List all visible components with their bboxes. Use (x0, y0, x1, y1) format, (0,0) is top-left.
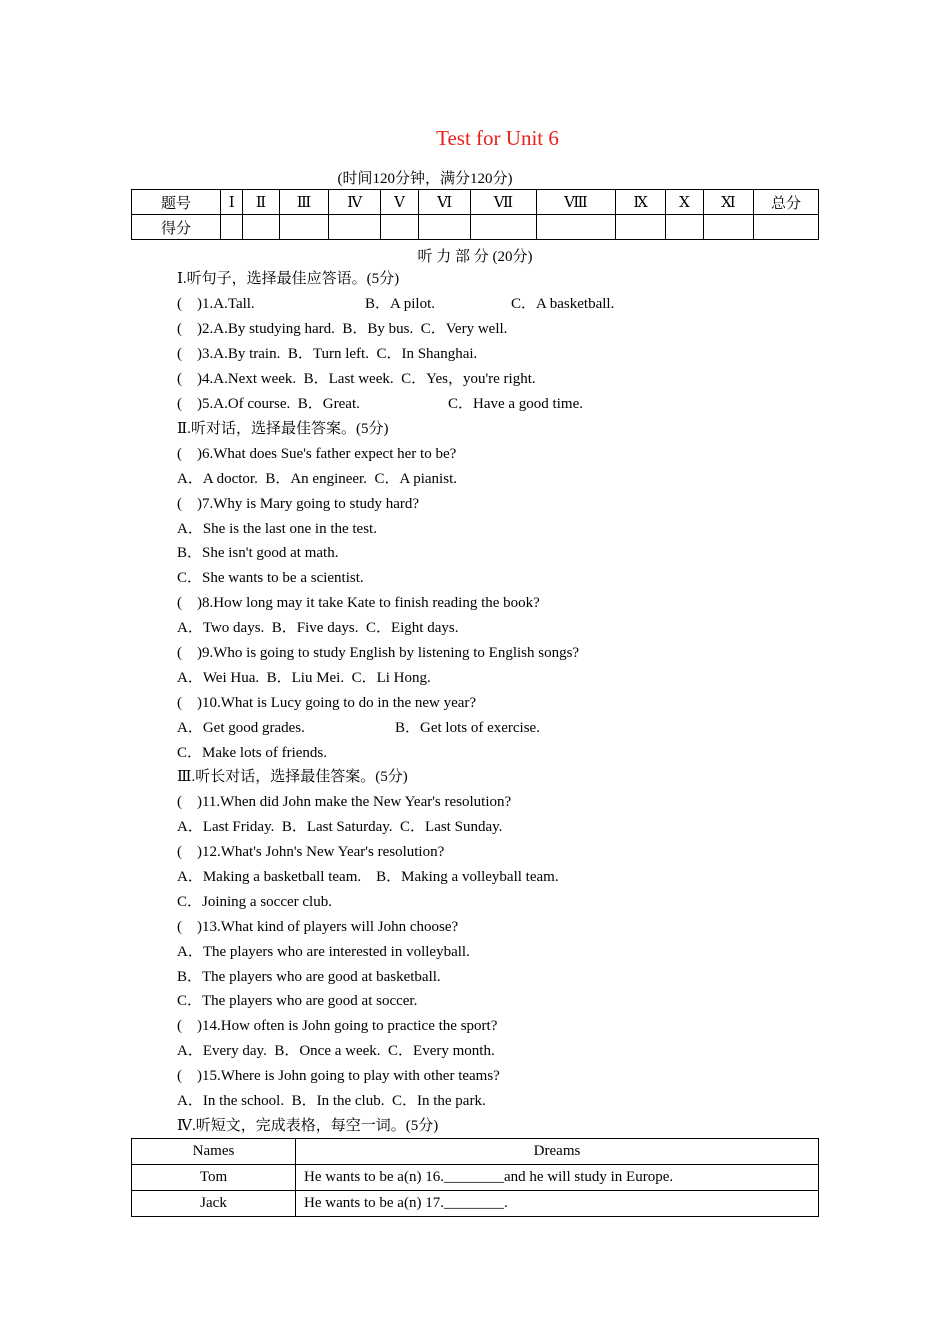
table-row (132, 1191, 819, 1217)
question-4: ( )4.A.Next week. B．Last week. C．Yes，you're right. (177, 371, 536, 387)
question-3: ( )3.A.By train. B．Turn left. C．In Shanghai. (177, 346, 478, 362)
score-header-cell: Ⅵ (419, 190, 471, 215)
score-row-label: 得分 (132, 215, 221, 240)
score-header-cell: Ⅶ (471, 190, 537, 215)
score-cell[interactable] (703, 215, 753, 240)
score-cell[interactable] (243, 215, 279, 240)
names-column-header: Names (132, 1139, 296, 1165)
question-12-options-ab: A．Making a basketball team. B．Making a volleyball team. (177, 869, 559, 885)
question-6-options: A．A doctor. B．An engineer. C．A pianist. (177, 471, 457, 487)
score-header-cell: 总分 (754, 190, 819, 215)
question-13-option-c: C．The players who are good at soccer. (177, 993, 418, 1009)
score-header-cell: Ⅸ (616, 190, 666, 215)
question-9-options: A．Wei Hua. B．Liu Mei. C．Li Hong. (177, 670, 431, 686)
question-14: ( )14.How often is John going to practice the sport? (177, 1018, 498, 1034)
score-header-cell: Ⅳ (329, 190, 381, 215)
section-2-heading: Ⅱ.听对话，选择最佳答案。(5分) (177, 421, 389, 437)
question-10-option-b: B．Get lots of exercise. (395, 720, 540, 736)
score-header-cell: Ⅺ (703, 190, 753, 215)
section-1-heading: Ⅰ.听句子，选择最佳应答语。(5分) (177, 271, 400, 287)
question-5-options-ab: ( )5.A.Of course. B．Great. (177, 396, 360, 412)
question-5-option-c: C．Have a good time. (448, 396, 583, 412)
question-9: ( )9.Who is going to study English by listening to English songs? (177, 645, 580, 661)
question-12: ( )12.What's John's New Year's resolution? (177, 844, 445, 860)
question-10-option-a: A．Get good grades. (177, 720, 305, 736)
dream-cell[interactable]: He wants to be a(n) 17.________. (296, 1191, 819, 1217)
score-header-cell: 题号 (132, 190, 221, 215)
dream-cell[interactable]: He wants to be a(n) 16.________and he will study in Europe. (296, 1165, 819, 1191)
section-3-heading: Ⅲ.听长对话，选择最佳答案。(5分) (177, 769, 408, 785)
score-table-score-row (132, 215, 819, 240)
question-7-option-c: C．She wants to be a scientist. (177, 570, 364, 586)
question-10-options-ab (177, 719, 540, 737)
score-header-cell: Ⅴ (380, 190, 418, 215)
dreams-table (131, 1138, 819, 1217)
score-header-cell: Ⅲ (279, 190, 329, 215)
question-13: ( )13.What kind of players will John choose? (177, 919, 459, 935)
score-table-header-row (132, 190, 819, 215)
score-header-cell: Ⅱ (243, 190, 279, 215)
question-6: ( )6.What does Sue's father expect her to be? (177, 446, 457, 462)
score-cell[interactable] (380, 215, 418, 240)
score-cell[interactable] (279, 215, 329, 240)
score-cell[interactable] (536, 215, 615, 240)
question-2: ( )2.A.By studying hard. B．By bus. C．Very well. (177, 321, 508, 337)
question-1 (177, 295, 614, 313)
score-cell[interactable] (666, 215, 704, 240)
question-8-options: A．Two days. B．Five days. C．Eight days. (177, 620, 459, 636)
question-12-option-c: C．Joining a soccer club. (177, 894, 332, 910)
question-14-options: A．Every day. B．Once a week. C．Every month. (177, 1043, 495, 1059)
question-7: ( )7.Why is Mary going to study hard? (177, 496, 420, 512)
dreams-column-header: Dreams (296, 1139, 819, 1165)
page-subtitle: (时间120分钟，满分120分) (337, 171, 513, 187)
question-11-options: A．Last Friday. B．Last Saturday. C．Last Sunday. (177, 819, 503, 835)
score-header-cell: Ⅷ (536, 190, 615, 215)
score-cell[interactable] (754, 215, 819, 240)
question-15-options: A．In the school. B．In the club. C．In the park. (177, 1093, 486, 1109)
question-1-option-b: B．A pilot. (365, 296, 436, 312)
name-cell: Jack (132, 1191, 296, 1217)
name-cell: Tom (132, 1165, 296, 1191)
question-15: ( )15.Where is John going to play with other teams? (177, 1068, 500, 1084)
question-1-option-a: ( )1.A.Tall. (177, 296, 255, 312)
listening-section-heading: 听 力 部 分 (20分) (417, 249, 533, 265)
score-cell[interactable] (616, 215, 666, 240)
score-header-cell: Ⅰ (221, 190, 243, 215)
question-11: ( )11.When did John make the New Year's resolution? (177, 794, 512, 810)
question-8: ( )8.How long may it take Kate to finish reading the book? (177, 595, 540, 611)
question-7-option-b: B．She isn't good at math. (177, 545, 339, 561)
question-13-option-a: A．The players who are interested in volleyball. (177, 944, 470, 960)
question-13-option-b: B．The players who are good at basketball. (177, 969, 441, 985)
question-10: ( )10.What is Lucy going to do in the new year? (177, 695, 477, 711)
page-title: Test for Unit 6 (436, 126, 559, 150)
dreams-table-header-row (132, 1139, 819, 1165)
score-header-cell: Ⅹ (666, 190, 704, 215)
score-cell[interactable] (471, 215, 537, 240)
table-row (132, 1165, 819, 1191)
question-7-option-a: A．She is the last one in the test. (177, 521, 377, 537)
score-cell[interactable] (419, 215, 471, 240)
score-cell[interactable] (329, 215, 381, 240)
question-1-option-c: C．A basketball. (511, 296, 615, 312)
question-5 (177, 395, 583, 413)
score-cell[interactable] (221, 215, 243, 240)
score-table (131, 189, 819, 240)
question-10-option-c: C．Make lots of friends. (177, 745, 327, 761)
section-4-heading: Ⅳ.听短文，完成表格，每空一词。(5分) (177, 1118, 439, 1134)
